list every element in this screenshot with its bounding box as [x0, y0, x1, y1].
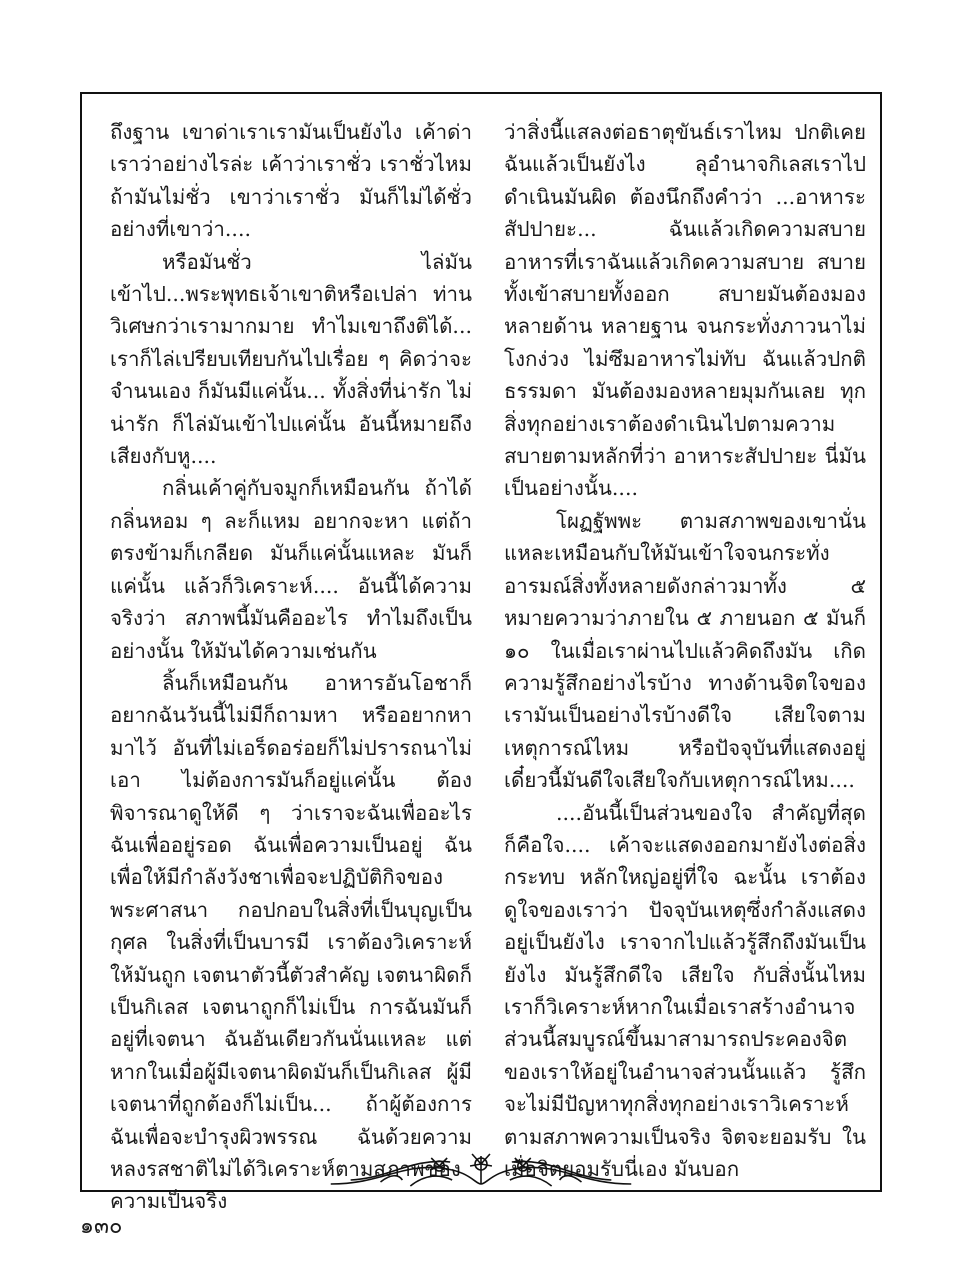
left-paragraph-3: กลิ่นเค้าคู่กับจมูกก็เหมือนกัน ถ้าได้กลิ่นหอม ๆ ละก็แหม อยากจะหา แต่ถ้าตรงข้ามก็เกลียด มันก็แค่นั้นแหละ มันก็แค่นั้น แล้วก็วิเคราะห์.... อันนี้ได้ความจริงว่า สภาพนี้มันคืออะไร ทำไมถึงเป็นอย่างนั้น ให้มันได้ความเช่นกัน [110, 476, 472, 663]
right-paragraph-1: ว่าสิ่งนี้แสลงต่อธาตุขันธ์เราไหม ปกติเคยฉันแล้วเป็นยังไง ลุอำนาจกิเลสเราไปดำเนินมันผิด ต้องนึกถึงคำว่า ...อาหาระสัปปายะ... ฉันแล้วเกิดความสบาย อาหารที่เราฉันแล้วเกิดความสบาย สบายทั้งเข้าสบายทั้งออก สบายมันต้องมองหลายด้าน หลายฐาน จนกระทั่งภาวนาไม่โงกง่วง ไม่ซึมอาหารไม่ทับ ฉันแล้วปกติธรรมดา มันต้องมองหลายมุมกันเลย ทุกสิ่งทุกอย่างเราต้องดำเนินไปตามความสบายตามหลักที่ว่า อาหาระสัปปายะ นี่มันเป็นอย่างนั้น.... [504, 120, 866, 501]
right-paragraph-2: โผฏฐัพพะ ตามสภาพของเขานั่นแหละเหมือนกับให้มันเข้าใจจนกระทั่งอารมณ์สิ่งทั้งหลายดังกล่าวมาทั้ง ๕ หมายความว่าภายใน ๕ ภายนอก ๕ มันก็ ๑๐ ในเมื่อเราผ่านไปแล้วคิดถึงมัน เกิดความรู้สึกอย่างไรบ้าง ทางด้านจิตใจของเรามันเป็นอย่างไรบ้างดีใจ เสียใจตามเหตุการณ์ไหม หรือปัจจุบันที่แสดงอยู่เดี๋ยวนี้มันดีใจเสียใจกับเหตุการณ์ไหม.... [504, 508, 866, 793]
page-frame [80, 92, 882, 1214]
right-paragraph-3: ....อันนี้เป็นส่วนของใจ สำคัญที่สุดก็คือใจ.... เค้าจะแสดงออกมายังไงต่อสิ่งกระทบ หลักใหญ่อยู่ที่ใจ ฉะนั้น เราต้องดูใจของเราว่า ปัจจุบันเหตุซึ่งกำลังแสดงอยู่เป็นยังไง เราจากไปแล้วรู้สึกถึงมันเป็นยังไง มันรู้สึกดีใจ เสียใจ กับสิ่งนั้นไหม เราก็วิเคราะห์หากในเมื่อเราสร้างอำนาจส่วนนี้สมบูรณ์ขึ้นมาสามารถประคองจิตของเราให้อยู่ในอำนาจส่วนนั้นแล้ว รู้สึกจะไม่มีปัญหาทุกสิ่งทุกอย่างเราวิเคราะห์ตามสภาพความเป็นจริง จิตจะยอมรับ ในเมื่อจิตยอมรับนี่เอง มันบอก [504, 800, 866, 1181]
left-column [110, 116, 472, 1218]
left-paragraph-1: ถึงฐาน เขาด่าเราเรามันเป็นยังไง เค้าด่าเราว่าอย่างไรล่ะ เค้าว่าเราชั่ว เราชั่วไหม ถ้ามันไม่ชั่ว เขาว่าเราชั่ว มันก็ไม่ได้ชั่วอย่างที่เขาว่า.... [110, 120, 472, 242]
left-paragraph-2: หรือมันชั่ว ไล่มันเข้าไป...พระพุทธเจ้าเขาติหรือเปล่า ท่านวิเศษกว่าเรามากมาย ทำไมเขาถึงติได้... เราก็ไล่เปรียบเทียบกันไปเรื่อย ๆ คิดว่าจะจำนนเอง ก็มันมีแค่นั้น... ทั้งสิ่งที่น่ารัก ไม่น่ารัก ก็ไล่มันเข้าไปแค่นั้น อันนี้หมายถึงเสียงกับหู.... [110, 249, 472, 469]
right-column [504, 116, 866, 1185]
floral-ornament-icon [82, 1144, 880, 1192]
left-paragraph-4: ลิ้นก็เหมือนกัน อาหารอันโอชาก็อยากฉันวันนี้ไม่มีก็ถามหา หรืออยากหามาไว้ อันที่ไม่เอร็ดอร่อยก็ไม่ปรารถนาไม่เอา ไม่ต้องการมันก็อยู่แค่นั้น ต้องพิจารณาดูให้ดี ๆ ว่าเราจะฉันเพื่ออะไร ฉันเพื่ออยู่รอด ฉันเพื่อความเป็นอยู่ ฉันเพื่อให้มีกำลังวังชาเพื่อจะปฏิบัติกิจของพระศาสนา กอปกอบในสิ่งที่เป็นบุญเป็นกุศล ในสิ่งที่เป็นบารมี เราต้องวิเคราะห์ให้มันถูก เจตนาตัวนี้ตัวสำคัญ เจตนาผิดก็เป็นกิเลส เจตนาถูกก็ไม่เป็น การฉันมันก็อยู่ที่เจตนา ฉันอันเดียวกันนั่นแหละ แต่หากในเมื่อผู้มีเจตนาผิดมันก็เป็นกิเลส ผู้มีเจตนาที่ถูกต้องก็ไม่เป็น... ถ้าผู้ต้องการฉันเพื่อจะบำรุงผิวพรรณ ฉันด้วยความหลงรสชาติไม่ได้วิเคราะห์ตามสภาพของความเป็นจริง [110, 670, 472, 1214]
page-number: ๑๓๐ [80, 1214, 123, 1239]
